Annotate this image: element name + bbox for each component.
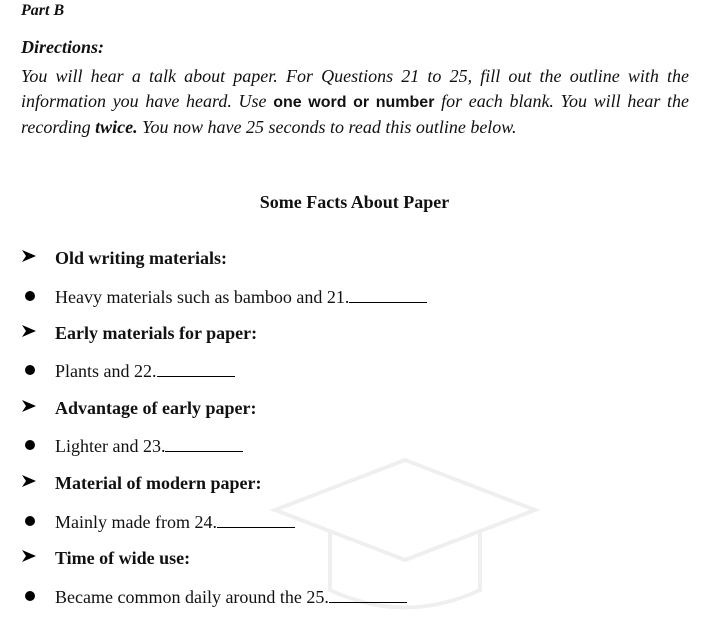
outline-detail-text: Became common daily around the 25. [55, 587, 329, 607]
outline-heading-text: Advantage of early paper: [55, 398, 257, 418]
outline-title: Some Facts About Paper [259, 192, 450, 212]
outline-heading-text: Early materials for paper: [55, 323, 258, 343]
outline-detail-line [55, 284, 427, 309]
outline-heading-text: Old writing materials: [55, 248, 227, 268]
directions-heading: Directions: [21, 37, 104, 57]
outline-detail-question-21 [0, 284, 709, 308]
answer-blank-23[interactable] [165, 433, 243, 452]
answer-blank-21[interactable] [349, 284, 427, 303]
outline-detail-line [55, 433, 243, 458]
outline-heading-early-materials [0, 321, 709, 345]
bullet-dot-icon [25, 365, 35, 375]
directions-emphasis-word-limit: one word or number [273, 94, 435, 111]
outline-heading-text: Material of modern paper: [55, 473, 262, 493]
answer-blank-22[interactable] [157, 358, 235, 377]
watermark-graduation-cap-icon [255, 440, 555, 620]
arrowhead-bullet-icon [21, 398, 37, 414]
directions-emphasis-twice: twice. [95, 117, 138, 137]
outline-heading-advantage [0, 396, 709, 420]
directions-text-part-1: You will hear a talk about paper. For Questions 21 to 25, fill out the outline with the information you have heard. Use [21, 66, 689, 111]
arrowhead-bullet-icon [21, 473, 37, 489]
directions-text-part-2: for each blank. You will hear the recording [21, 91, 690, 137]
arrowhead-bullet-icon [21, 248, 37, 264]
bullet-dot-icon [25, 591, 35, 601]
arrowhead-bullet-icon [21, 323, 37, 339]
outline-detail-text: Plants and 22. [55, 361, 157, 381]
outline-detail-question-22 [0, 358, 709, 382]
bullet-dot-icon [25, 291, 35, 301]
arrowhead-bullet-icon [21, 548, 37, 564]
outline-detail-text: Lighter and 23. [55, 436, 166, 456]
outline-detail-text: Heavy materials such as bamboo and 21. [55, 287, 350, 307]
outline-heading-text: Time of wide use: [55, 548, 191, 568]
outline-detail-text: Mainly made from 24. [55, 512, 217, 532]
outline-detail-line [55, 358, 235, 383]
bullet-dot-icon [25, 516, 35, 526]
directions-text-part-3: You now have 25 seconds to read this outline below. [137, 117, 517, 137]
part-title: Part B [21, 2, 65, 19]
directions-text [21, 64, 689, 140]
outline-heading-old-materials [0, 246, 709, 270]
bullet-dot-icon [25, 440, 35, 450]
